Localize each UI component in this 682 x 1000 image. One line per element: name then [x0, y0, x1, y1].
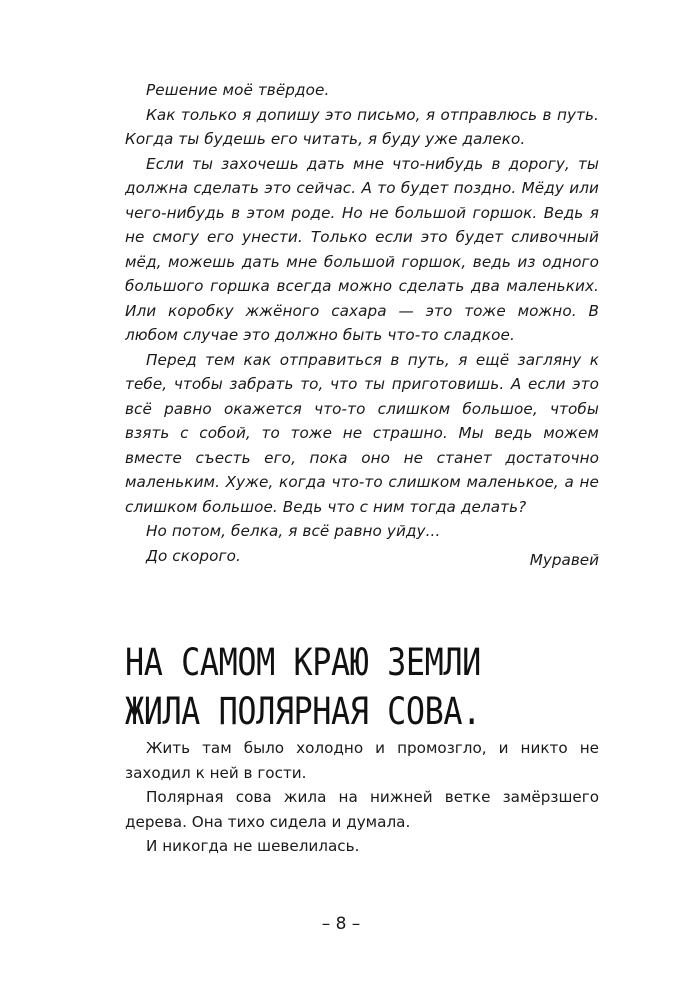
letter-paragraph: До скорого.	[146, 546, 241, 565]
letter-signature: Муравей	[529, 551, 599, 569]
letter-paragraph: Как только я допишу это письмо, я отправлюсь в путь. Когда ты будешь его читать, я буду уже далеко.	[125, 105, 599, 148]
story-paragraph: Полярная сова жила на нижней ветке замёрзшего дерева. Она тихо сидела и думала.	[125, 788, 599, 831]
story-paragraph: Жить там было холодно и промозгло, и никто не заходил к ней в гости.	[125, 739, 599, 782]
letter-paragraph: Если ты захочешь дать мне что-нибудь в дорогу, ты должна сделать это сейчас. А то будет поздно. Мёду или чего-нибудь в этом роде. Но не большой горшок. Ведь я не смогу его унести. Только если это будет сливочный мёд, можешь дать мне большой горшок, ведь из одного большого горшка всегда можно сделать два маленьких. Или коробку жжёного сахара — это тоже можно. В любом случае это должно быть что-то сладкое.	[125, 154, 599, 344]
story-paragraph: И никогда не шевелилась.	[146, 837, 360, 855]
chapter-heading	[125, 638, 538, 736]
letter-paragraph: Решение моё твёрдое.	[146, 81, 330, 99]
chapter-heading-line: НА САМОМ КРАЮ ЗЕМЛИ	[125, 641, 481, 684]
chapter-heading-line: ЖИЛА ПОЛЯРНАЯ СОВА.	[125, 690, 481, 733]
page-number: – 8 –	[321, 914, 361, 934]
story-text	[125, 736, 599, 859]
letter-paragraph: Но потом, белка, я всё равно уйду...	[146, 522, 441, 540]
letter-text	[125, 78, 599, 568]
letter-paragraph: Перед тем как отправиться в путь, я ещё загляну к тебе, чтобы забрать то, что ты приготовишь. А если это всё равно окажется что-то слишком большое, чтобы взять с собой, то тоже не страшно. Мы ведь можем вместе съесть его, пока оно не станет достаточно маленьким. Хуже, когда что-то слишком маленькое, а не слишком большое. Ведь что с ним тогда делать?	[125, 350, 599, 516]
